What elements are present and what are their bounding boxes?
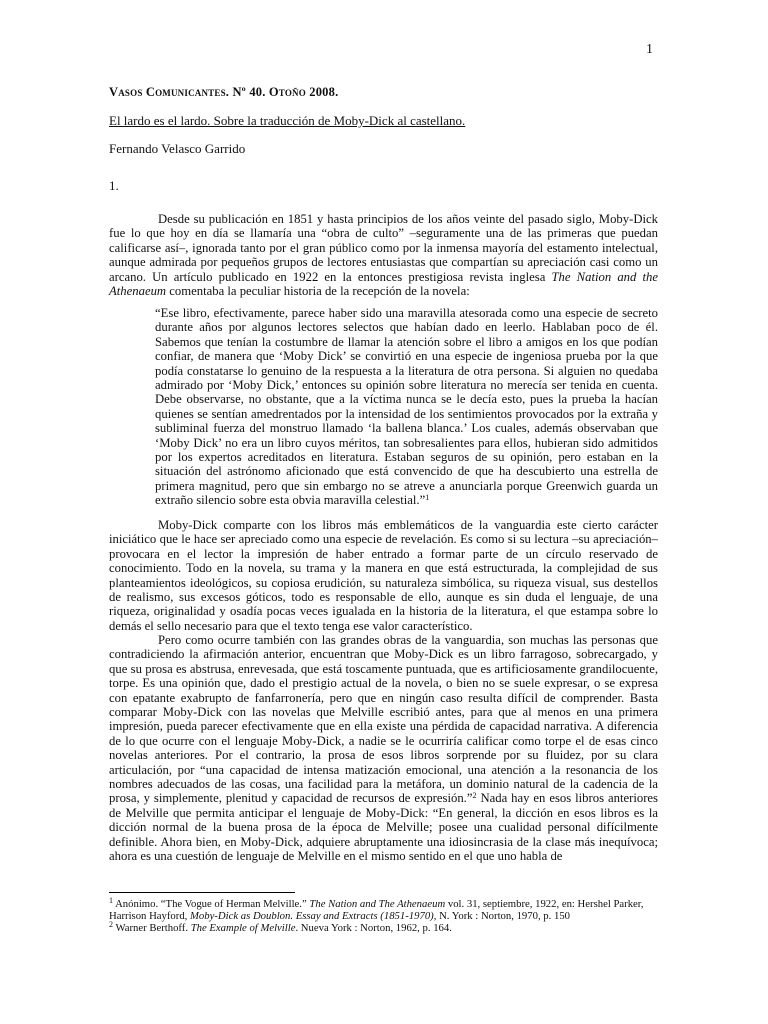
article-title: El lardo es el lardo. Sobre la traducción de Moby-Dick al castellano. [109, 113, 466, 128]
footnote-2-number: 2 [109, 920, 113, 929]
footnote-1-journal: The Nation and The Athenaeum [309, 898, 446, 910]
paragraph-1-end: comentaba la peculiar historia de la recepción de la novela: [166, 284, 470, 299]
footnote-2-book: The Example of Melville [190, 922, 296, 934]
footnote-1 [109, 898, 664, 922]
journal-title-italic: The Nation and the Athenaeum [109, 269, 658, 299]
page-number: 1 [646, 42, 653, 57]
footnote-1-text: Anónimo. “The Vogue of Herman Melville.” [113, 898, 310, 910]
footnote-2-text: Warner Berthoff. [113, 922, 191, 934]
footnote-2-text-b: . Nueva York : Norton, 1962, p. 164. [295, 922, 452, 934]
author-name: Fernando Velasco Garrido [109, 141, 246, 156]
footnote-2 [109, 922, 664, 934]
footnote-1-text-b: vol. 31, septiembre, 1922, en: Hershel Parker, Harrison Hayford, [109, 898, 644, 923]
footnote-1-book: Moby-Dick as Doublon. Essay and Extracts (1851-1970) [190, 910, 434, 923]
block-quote [155, 306, 658, 508]
paragraph-1 [109, 212, 658, 298]
footnote-ref-1: 1 [425, 493, 430, 503]
footnote-1-text-c: , N. York : Norton, 1970, p. 150 [433, 910, 571, 923]
paragraph-3-end: Nada hay en esos libros anteriores de Melville que permita anticipar el lenguaje de Moby-Dick: “En general, la dicción en esos libros es la dicción normal de la buena prosa de la época de Melville; posee una cualidad personal difícilmente definible. Ahora bien, en Moby-Dick, adquiere abruptamente una idiosincrasia de la clase más inequívoca; ahora es una cuestión de lenguaje de Melville en el mismo sentido en el que uno habla de [109, 791, 658, 864]
footnote-separator [109, 892, 295, 893]
paragraph-2: Moby-Dick comparte con los libros más emblemáticos de la vanguardia este cierto carácter iniciático que le hace ser apreciado como una especie de revelación. Es como si su lectura –su apreciación– provocara en el lector la impresión de haber entrado a formar parte de un círculo reservado de conocimiento. Todo en la novela, su trama y la manera en que está estructurada, la complejidad de sus planteamientos ideológicos, su copiosa erudición, su naturaleza simbólica, su riqueza visual, sus destellos de realismo, sus excesos góticos, todo es responsable de ello, aunque es sin duda el lenguaje, de una riqueza, originalidad y osadía pocas veces igualada en la historia de la literatura, el que estampa sobre lo demás el sello necesario para que el texto tenga ese valor característico. [109, 518, 658, 633]
paragraph-3 [109, 633, 658, 864]
paragraph-1-text: Desde su publicación en 1851 y hasta principios de los años veinte del pasado siglo, Moby-Dick fue lo que hoy en día se llamaría una “obra de culto” –seguramente una de las primeras que puedan calificarse así–, ignorada tanto por el gran público como por la inmensa mayoría del estamento intelectual, aunque admirada por pequeños grupos de lectores entusiastas que compartían su apreciación casi como un arcano. Un artículo publicado en 1922 en la entonces prestigiosa revista inglesa [109, 212, 658, 284]
footnote-ref-2: 2 [472, 791, 477, 801]
footnote-1-number: 1 [109, 896, 113, 905]
block-quote-text: “Ese libro, efectivamente, parece haber sido una maravilla atesorada como una especie de secreto durante años por algunos lectores selectos que habían dado en leerlo. Hablaban poco de él. Sabemos que tenían la costumbre de llamar la atención sobre el libro a amigos en los que podían confiar, de manera que ‘Moby Dick’ se convirtió en una especie de ingeniosa prueba por la que podía constatarse lo genuino de la respuesta a la literatura de otra persona. Si alguien no quedaba admirado por ‘Moby Dick,’ entonces su opinión sobre literatura no merecía ser tenida en cuenta. Debe observarse, no obstante, que a la víctima nunca se le decía esto, pues la prueba la hacían quienes se sentían amedrentados por la intensidad de los sentimientos provocados por la extraña y subliminal fuerza del monstruo llamado ‘la ballena blanca.’ Los cuales, además observaban que ‘Moby Dick’ no era un libro cuyos méritos, tan sobresalientes para ellos, hubieran sido admitidos por los expertos acreditados en literatura. Estaban seguros de su opinión, pero estaban en la situación del astrónomo aficionado que está convencido de que ha descubierto una estrella de primera magnitud, pero que sin embargo no se atreve a anunciarla porque Greenwich guarda un extraño silencio sobre esta obvia maravilla celestial.” [155, 306, 658, 508]
section-number: 1. [109, 178, 119, 193]
paragraph-3-text: Pero como ocurre también con las grandes obras de la vanguardia, son muchas las personas que contradiciendo la afirmación anterior, encuentran que Moby-Dick es un libro farragoso, sobrecargado, y que su prosa es abstrusa, enrevesada, que está toscamente puntuada, que es artificiosamente grandilocuente, torpe. Es una opinión que, dado el prestigio actual de la novela, o bien no se suele expresar, o se expresa con epatante exabrupto de fanfarronería, pero que en ningún caso resulta difícil de comprender. Basta comparar Moby-Dick con las novelas que Melville escribió antes, para que al menos en una primera impresión, pueda parecer efectivamente que en ella existe una pérdida de capacidad narrativa. A diferencia de lo que ocurre con el lenguaje Moby-Dick, a nadie se le ocurriría calificar como torpe el de esas cinco novelas anteriores. Por el contrario, la prosa de esos libros sorprende por su fluidez, por su clara articulación, por “una capacidad de intensa matización emocional, una atención a la resonancia de los nombres adecuados de las cosas, una facilidad para la metáfora, un dominio natural de la cadencia de la prosa, y simplemente, plenitud y capacidad de recursos de expresión.” [109, 633, 658, 806]
journal-header: Vasos Comunicantes. Nº 40. Otoño 2008. [109, 85, 339, 99]
